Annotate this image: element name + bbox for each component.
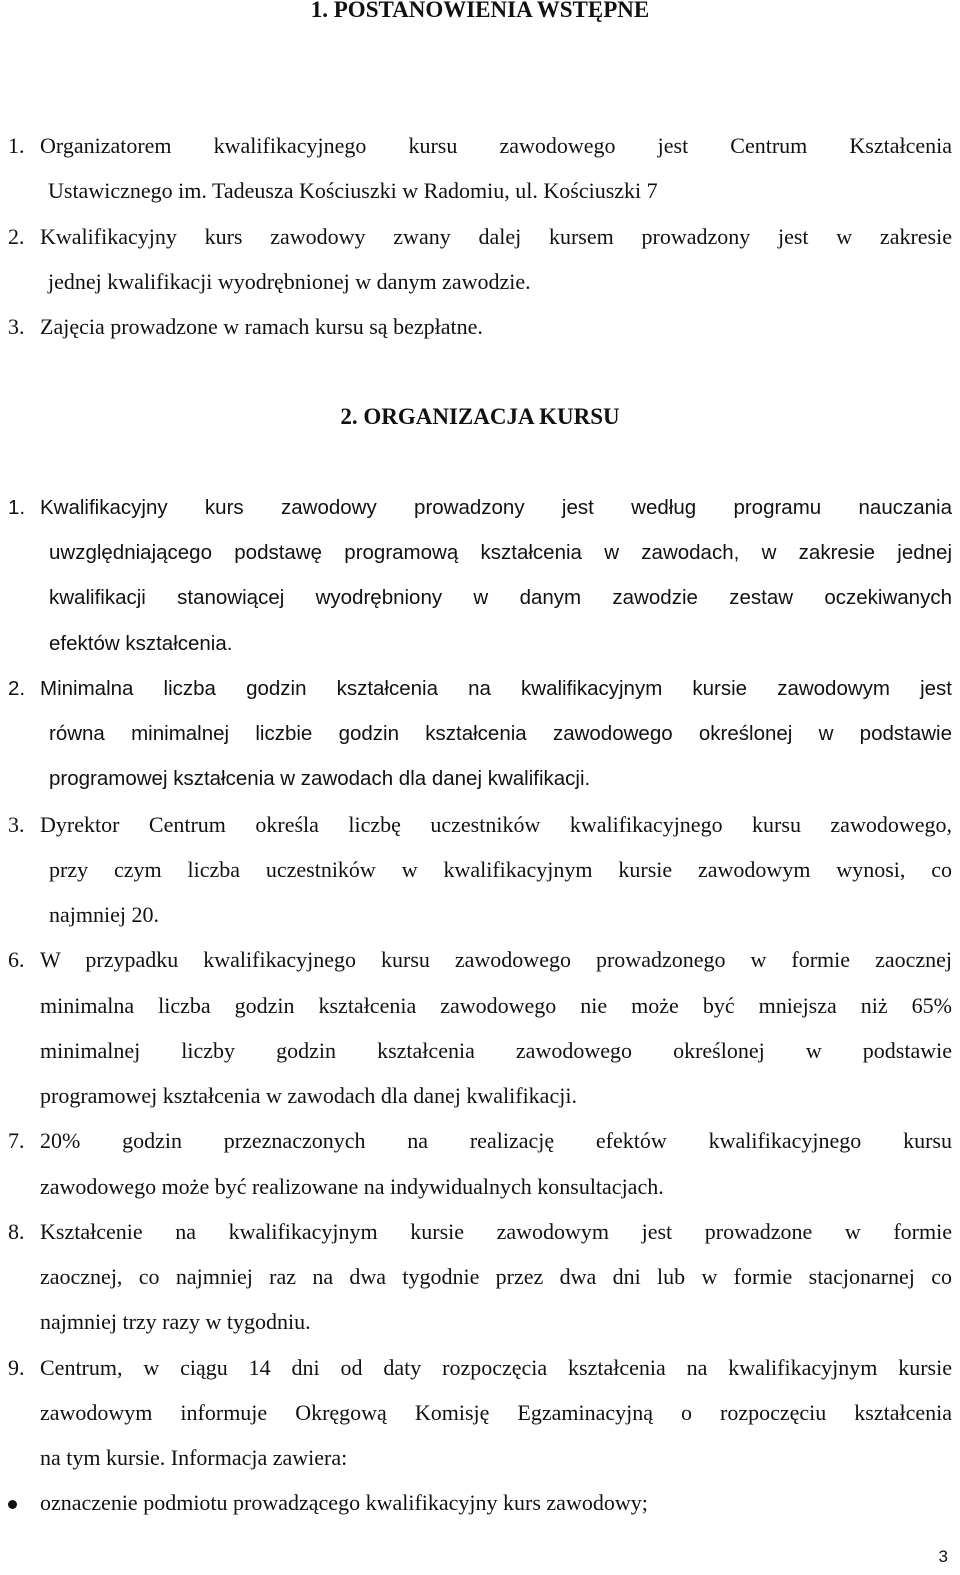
list-item-line: minimalna liczba godzin kształcenia zawodowego nie może być mniejsza niż 65% [40, 993, 952, 1018]
list-item-line: W przypadku kwalifikacyjnego kursu zawodowego prowadzonego w formie zaocznej [40, 947, 952, 972]
list-item-line: Dyrektor Centrum określa liczbę uczestników kwalifikacyjnego kursu zawodowego, [40, 812, 952, 837]
bullet-item: oznaczenie podmiotu prowadzącego kwalifikacyjny kurs zawodowy; [40, 1490, 648, 1515]
list-item-line: kwalifikacji stanowiącej wyodrębniony w danym zawodzie zestaw oczekiwanych [49, 586, 952, 609]
list-number: 1. [8, 133, 25, 158]
list-item-line: Organizatorem kwalifikacyjnego kursu zawodowego jest Centrum Kształcenia [40, 133, 952, 158]
list-item-line: Kształcenie na kwalifikacyjnym kursie zawodowym jest prowadzone w formie [40, 1219, 952, 1244]
list-item-line: zaocznej, co najmniej raz na dwa tygodnie przez dwa dni lub w formie stacjonarnej co [40, 1264, 952, 1289]
section-heading-2: 2. ORGANIZACJA KURSU [340, 404, 620, 429]
list-item-line: najmniej 20. [49, 902, 159, 927]
list-item-line: Zajęcia prowadzone w ramach kursu są bezpłatne. [40, 314, 483, 339]
list-item-line: uwzględniającego podstawę programową kształcenia w zawodach, w zakresie jednej [49, 541, 952, 564]
list-item-line: 20% godzin przeznaczonych na realizację efektów kwalifikacyjnego kursu [40, 1128, 952, 1153]
section-heading-1: 1. POSTANOWIENIA WSTĘPNE [310, 0, 650, 22]
list-number: 3. [8, 812, 25, 837]
list-item-line: Centrum, w ciągu 14 dni od daty rozpoczęcia kształcenia na kwalifikacyjnym kursie [40, 1355, 952, 1380]
list-item-line: przy czym liczba uczestników w kwalifikacyjnym kursie zawodowym wynosi, co [49, 857, 952, 882]
list-item-line: efektów kształcenia. [49, 632, 233, 655]
list-item-line: równa minimalnej liczbie godzin kształcenia zawodowego określonej w podstawie [49, 722, 952, 745]
list-item-line: programowej kształcenia w zawodach dla danej kwalifikacji. [49, 767, 591, 790]
list-item-line: Kwalifikacyjny kurs zawodowy prowadzony jest według programu nauczania [40, 496, 952, 519]
list-item-line: najmniej trzy razy w tygodniu. [40, 1309, 311, 1334]
list-item-line: Ustawicznego im. Tadeusza Kościuszki w Radomiu, ul. Kościuszki 7 [48, 178, 658, 203]
list-item-line: Minimalna liczba godzin kształcenia na kwalifikacyjnym kursie zawodowym jest [40, 677, 952, 700]
list-item-line: na tym kursie. Informacja zawiera: [40, 1445, 348, 1470]
list-item-line: minimalnej liczby godzin kształcenia zawodowego określonej w podstawie [40, 1038, 952, 1063]
page-number: 3 [938, 1547, 948, 1566]
list-item-line: Kwalifikacyjny kurs zawodowy zwany dalej kursem prowadzony jest w zakresie [40, 224, 952, 249]
list-item-line: jednej kwalifikacji wyodrębnionej w danym zawodzie. [48, 269, 531, 294]
list-item-line: programowej kształcenia w zawodach dla danej kwalifikacji. [40, 1083, 577, 1108]
list-number: 9. [8, 1355, 25, 1380]
list-number: 6. [8, 947, 25, 972]
list-item-line: zawodowego może być realizowane na indywidualnych konsultacjach. [40, 1174, 664, 1199]
list-number: 3. [8, 314, 25, 339]
bullet-icon [8, 1500, 17, 1509]
list-number: 1. [8, 496, 26, 519]
list-item-line: zawodowym informuje Okręgową Komisję Egzaminacyjną o rozpoczęciu kształcenia [40, 1400, 952, 1425]
list-number: 7. [8, 1128, 25, 1153]
list-number: 8. [8, 1219, 25, 1244]
list-number: 2. [8, 224, 25, 249]
list-number: 2. [8, 677, 26, 700]
